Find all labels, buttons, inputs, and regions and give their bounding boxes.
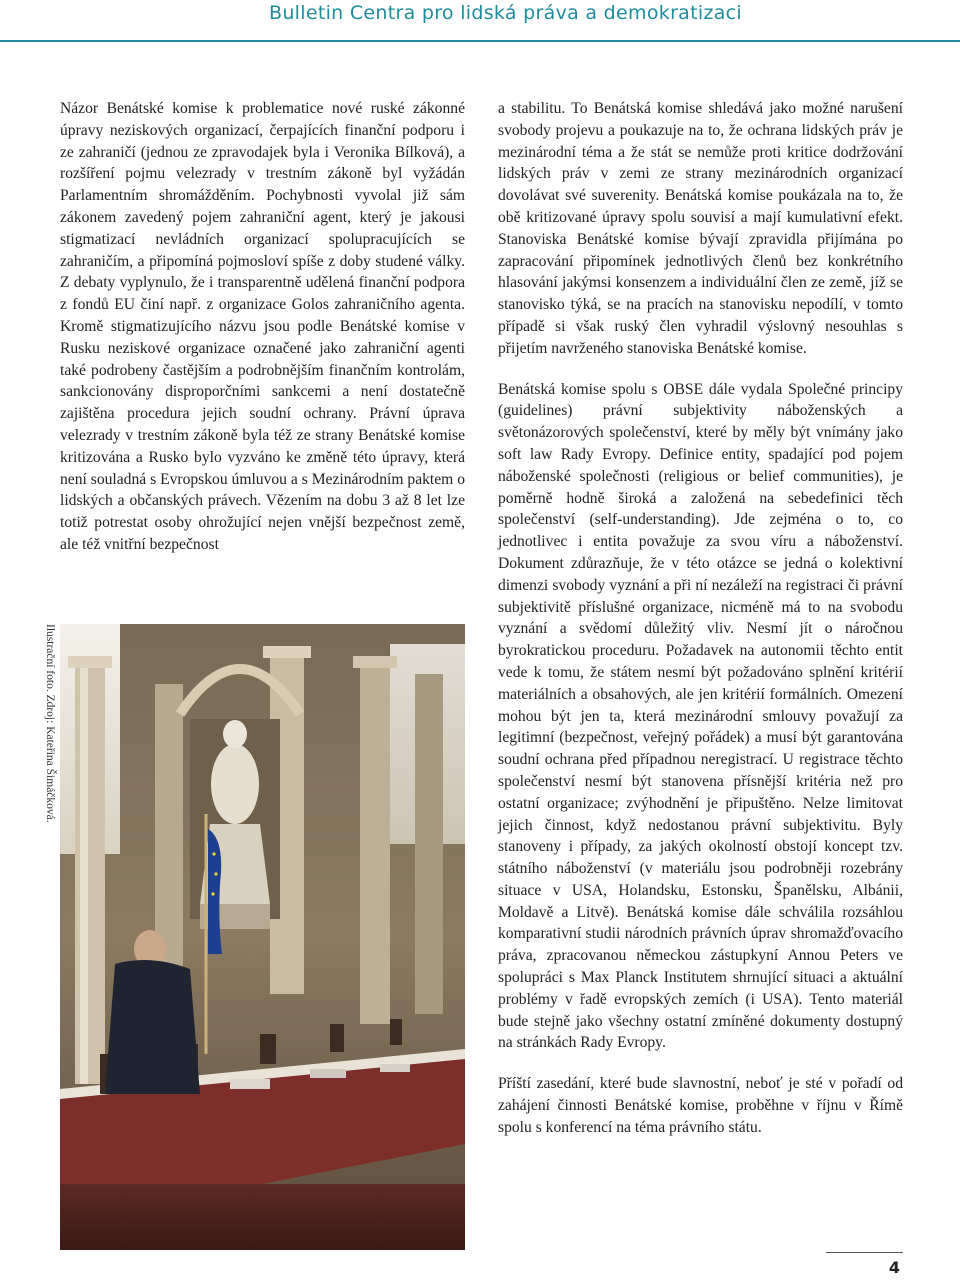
photo-caption: Ilustrační foto. Zdroj: Kateřina Šimáčková. [44, 624, 56, 823]
page-header [0, 0, 960, 42]
footer-rule [826, 1252, 903, 1253]
page-number: 4 [888, 1258, 900, 1277]
right-column [498, 98, 903, 1139]
left-column [60, 98, 465, 618]
right-paragraph-1: a stabilitu. To Benátská komise shledává jako možné narušení svobody projevu a poukazuje na to, že ochrana lidských práv je mezinárodní téma a že stát se nemůže proti kritice dodržování lidských práv v zemi ze strany mezinárodních organizací dovolávat své suverenity. Benátská komise poukázala na to, že obě kritizované úpravy spolu souvisí a mají kumulativní efekt. Stanoviska Benátské komise bývají zpravidla přijímána po zapracování připomínek jednotlivých členů bez konkrétního hlasování jakýmsi konsenzem a individuální člen ze země, jíž se stanovisko týká, se na pracích na stanovisku nepodílí, v tomto případě si však ruský člen vyhradil výslovný nesouhlas s přijetím navrženého stanoviska Benátské komise. [498, 100, 903, 357]
right-paragraph-2: Benátská komise spolu s OBSE dále vydala Společné principy (guidelines) právní subjektivity náboženských a světonázorových společenství, které by měly být vnímány jako soft law Rady Evropy. Definice entity, spadající pod pojem náboženské společnosti (religious or belief communities), je poměrně hodně široká a založená na sebedefinici těch společenství (self-understanding). Jde zejména o to, co jednotlivec i entita považuje za svou víru a náboženství. Dokument zdůrazňuje, že v této otázce se jedná o kolektivní dimenzi svobody vyznání a při ní nezáleží na registraci či právní subjektivitě příslušné organizace, nicméně má to na svobodu vyznání a svědomí důležitý vliv. Nesmí jít o náročnou byrokratickou proceduru. Požadavek na autonomii těchto entit vede k tomu, že státem nesmí být požadováno splnění kritérií materiálních a obsahových, ale jen kritérií formálních. Omezení mohou být jen ta, která mezinárodní smlouvy považují za legitimní (bezpečnost, veřejný pořádek) a musí být garantována soudní ochrana před případnou neregistrací. U registrace těchto společenství nesmí být stanovena přísnější kritéria než pro ostatní organizace; zvýhodnění je připuštěno. Nelze limitovat jejich činnost, když nedostanou právní subjektivitu. Byly stanoveny i případy, za jakých okolností obstojí koncept tzv. státního náboženství (v materiálu jsou podrobněji rozebrány situace v USA, Holandsku, Estonsku, Španělsku, Albánii, Moldavě a Litvě). Benátská komise dále schválila rozsáhlou komparativní studii národních právních úprav shromažďovacího práva, zpracovanou německou zástupkyní Annou Peters ve spolupráci s Max Planck Institutem shrnující situaci a aktuální problémy v řadě evropských zemích (i USA). Tento materiál bude stejně jako všechny ostatní zmíněné dokumenty dostupný na stránkách Rady Evropy. [498, 380, 903, 1052]
right-paragraph-3: Příští zasedání, které bude slavnostní, neboť je sté v pořadí od zahájení činnosti Benátské komise, proběhne v říjnu v Římě spolu s konferencí na téma právního státu. [498, 1075, 903, 1136]
left-paragraph: Názor Benátské komise k problematice nové ruské zákonné úpravy neziskových organizací, čerpajících finanční podporu i ze zahraničí (jednou ze zpravodajek byla i Veronika Bílková), a rozšíření pojmu velezrady v trestním zákoně byl vyžádán Parlamentním shromážděním. Pochybnosti vyvolal již sám zákonem zavedený pojem zahraniční agent, který je jakousi stigmatizací nevládních organizací spolupracujících se zahraničím, a připomíná pojmosloví spíše z doby studené války. Z debaty vyplynulo, že i transparentně udělená finanční podpora z fondů EU činí např. z organizace Golos zahraničního agenta. Kromě stigmatizujícího názvu jsou podle Benátské komise v Rusku neziskové organizace označené jako zahraniční agenti také podrobeny častějším a podrobnějším finančním kontrolám, sankcionovány disproporčními sankcemi a není dostatečně zajištěna procedura jejich soudní ochrany. Právní úprava velezrady v trestním zákoně byla též ze strany Benátské komise kritizována a Rusko bylo vyzváno ke změně této úpravy, která není souladná s Evropskou úmluvou a s Mezinárodním paktem o lidských a občanských právech. Vězením na dobu 3 až 8 let lze totiž potrestat osoby ohrožující nejen vnější bezpečnost země, ale též vnitřní bezpečnost [60, 100, 465, 553]
conference-photo [60, 624, 465, 1250]
bulletin-title: Bulletin Centra pro lidská práva a demokratizaci [269, 2, 742, 24]
conference-hall-illustration [60, 624, 465, 1250]
